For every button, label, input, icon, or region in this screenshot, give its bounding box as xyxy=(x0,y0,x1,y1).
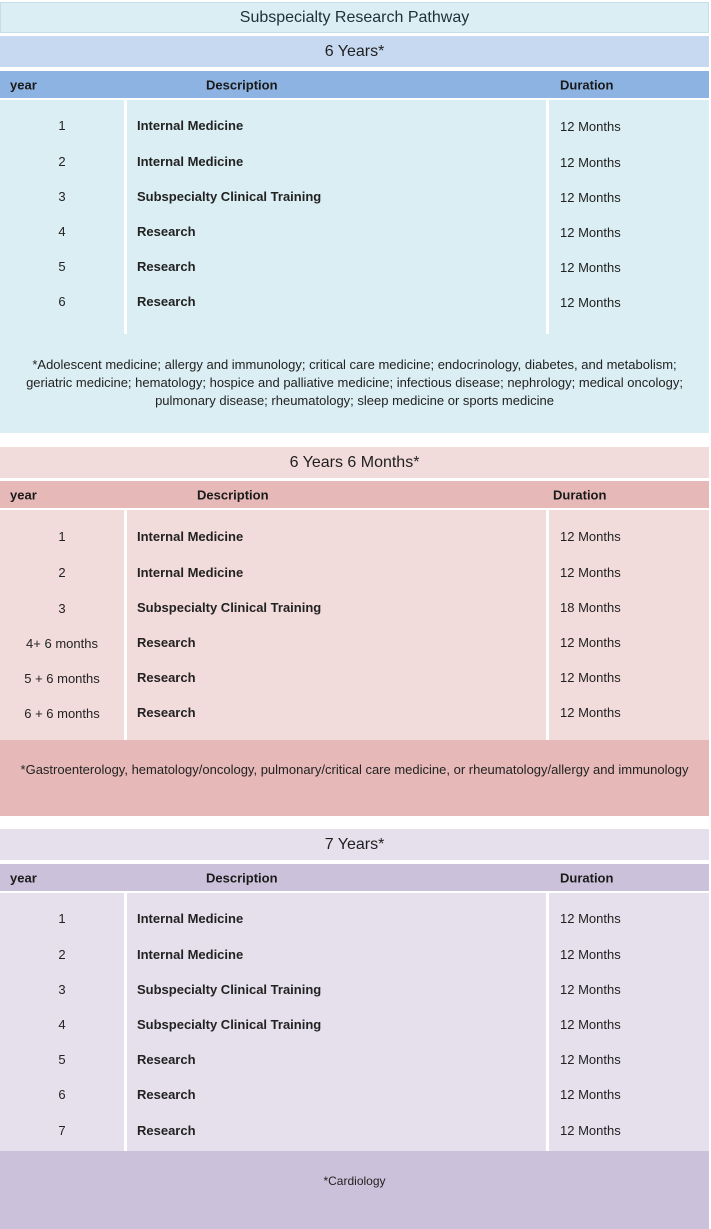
cell-year: 6 xyxy=(58,1087,66,1102)
footnote-band xyxy=(0,740,709,816)
cell-year: 1 xyxy=(58,911,66,926)
table-row xyxy=(0,152,709,172)
col-header-description: Description xyxy=(206,870,278,885)
cell-duration: 12 Months xyxy=(560,1123,621,1138)
cell-description: Research xyxy=(137,1052,196,1067)
table-row xyxy=(0,599,709,619)
cell-year: 6 xyxy=(58,294,66,309)
footnote-band xyxy=(0,1151,709,1229)
cell-description: Internal Medicine xyxy=(137,529,244,544)
cell-duration: 12 Months xyxy=(560,190,621,205)
table-row xyxy=(0,1085,709,1105)
cell-year: 5 xyxy=(58,1052,66,1067)
section-title: 7 Years* xyxy=(0,829,709,860)
col-header-year: year xyxy=(10,77,37,92)
cell-description: Internal Medicine xyxy=(137,947,244,962)
cell-duration: 12 Months xyxy=(560,1087,621,1102)
cell-duration: 12 Months xyxy=(560,529,621,544)
table-row xyxy=(0,1050,709,1070)
cell-year: 5 xyxy=(58,259,66,274)
cell-duration: 12 Months xyxy=(560,119,621,134)
cell-year: 5 + 6 months xyxy=(24,671,100,686)
table-row xyxy=(0,909,709,929)
table-row xyxy=(0,563,709,583)
cell-description: Internal Medicine xyxy=(137,154,244,169)
table-row xyxy=(0,257,709,277)
table-row xyxy=(0,980,709,1000)
table-row xyxy=(0,116,709,136)
cell-year: 4 xyxy=(58,1017,66,1032)
cell-description: Internal Medicine xyxy=(137,911,244,926)
col-header-duration: Duration xyxy=(560,870,614,885)
cell-description: Subspecialty Clinical Training xyxy=(137,982,322,997)
cell-duration: 12 Months xyxy=(560,705,621,720)
table-body xyxy=(0,100,709,433)
cell-year: 1 xyxy=(58,529,66,544)
table-header xyxy=(0,481,709,508)
footnote-line: geriatric medicine; hematology; hospice and palliative medicine; infectious disease; nephrology; medical oncology; xyxy=(26,375,683,390)
cell-year: 3 xyxy=(58,601,66,616)
footnote-line: *Adolescent medicine; allergy and immunology; critical care medicine; endocrinology, diabetes, and metabolism; xyxy=(32,357,677,372)
cell-year: 3 xyxy=(58,189,66,204)
cell-year: 2 xyxy=(58,947,66,962)
cell-duration: 18 Months xyxy=(560,600,621,615)
table-header xyxy=(0,864,709,891)
table-row xyxy=(0,222,709,242)
cell-description: Research xyxy=(137,224,196,239)
cell-year: 2 xyxy=(58,565,66,580)
page-title: Subspecialty Research Pathway xyxy=(0,2,709,33)
cell-year: 2 xyxy=(58,154,66,169)
cell-description: Subspecialty Clinical Training xyxy=(137,1017,322,1032)
col-header-description: Description xyxy=(197,487,269,502)
cell-duration: 12 Months xyxy=(560,565,621,580)
cell-description: Research xyxy=(137,1123,196,1138)
cell-year: 4 xyxy=(58,224,66,239)
table-row xyxy=(0,669,709,689)
cell-duration: 12 Months xyxy=(560,295,621,310)
table-body xyxy=(0,510,709,740)
cell-year: 7 xyxy=(58,1123,66,1138)
cell-year: 4+ 6 months xyxy=(26,636,98,651)
table-row xyxy=(0,704,709,724)
section-title: 6 Years 6 Months* xyxy=(0,447,709,478)
table-row xyxy=(0,634,709,654)
cell-duration: 12 Months xyxy=(560,911,621,926)
cell-duration: 12 Months xyxy=(560,260,621,275)
cell-year: 1 xyxy=(58,118,66,133)
cell-year: 3 xyxy=(58,982,66,997)
cell-duration: 12 Months xyxy=(560,155,621,170)
cell-description: Research xyxy=(137,1087,196,1102)
cell-duration: 12 Months xyxy=(560,670,621,685)
cell-description: Internal Medicine xyxy=(137,118,244,133)
cell-duration: 12 Months xyxy=(560,635,621,650)
col-header-year: year xyxy=(10,870,37,885)
footnote: *Cardiology xyxy=(323,1174,386,1188)
cell-year: 6 + 6 months xyxy=(24,706,100,721)
col-header-duration: Duration xyxy=(553,487,607,502)
footnote xyxy=(0,356,709,410)
table-row xyxy=(0,187,709,207)
cell-description: Subspecialty Clinical Training xyxy=(137,189,322,204)
table-row xyxy=(0,1121,709,1141)
cell-description: Research xyxy=(137,259,196,274)
table-header xyxy=(0,71,709,98)
table-row xyxy=(0,1015,709,1035)
footnote-line: pulmonary disease; rheumatology; sleep medicine or sports medicine xyxy=(155,393,554,408)
cell-duration: 12 Months xyxy=(560,1017,621,1032)
col-header-description: Description xyxy=(206,77,278,92)
cell-description: Research xyxy=(137,705,196,720)
footnote: *Gastroenterology, hematology/oncology, pulmonary/critical care medicine, or rheumatology/allergy and immunology xyxy=(20,762,689,777)
cell-description: Research xyxy=(137,294,196,309)
col-header-year: year xyxy=(10,487,37,502)
table-body xyxy=(0,893,709,1151)
cell-duration: 12 Months xyxy=(560,947,621,962)
col-header-duration: Duration xyxy=(560,77,614,92)
cell-duration: 12 Months xyxy=(560,982,621,997)
cell-description: Research xyxy=(137,670,196,685)
cell-duration: 12 Months xyxy=(560,225,621,240)
table-row xyxy=(0,945,709,965)
section-title: 6 Years* xyxy=(0,36,709,67)
table-row xyxy=(0,527,709,547)
cell-description: Subspecialty Clinical Training xyxy=(137,600,322,615)
table-row xyxy=(0,292,709,312)
cell-description: Research xyxy=(137,635,196,650)
cell-duration: 12 Months xyxy=(560,1052,621,1067)
cell-description: Internal Medicine xyxy=(137,565,244,580)
